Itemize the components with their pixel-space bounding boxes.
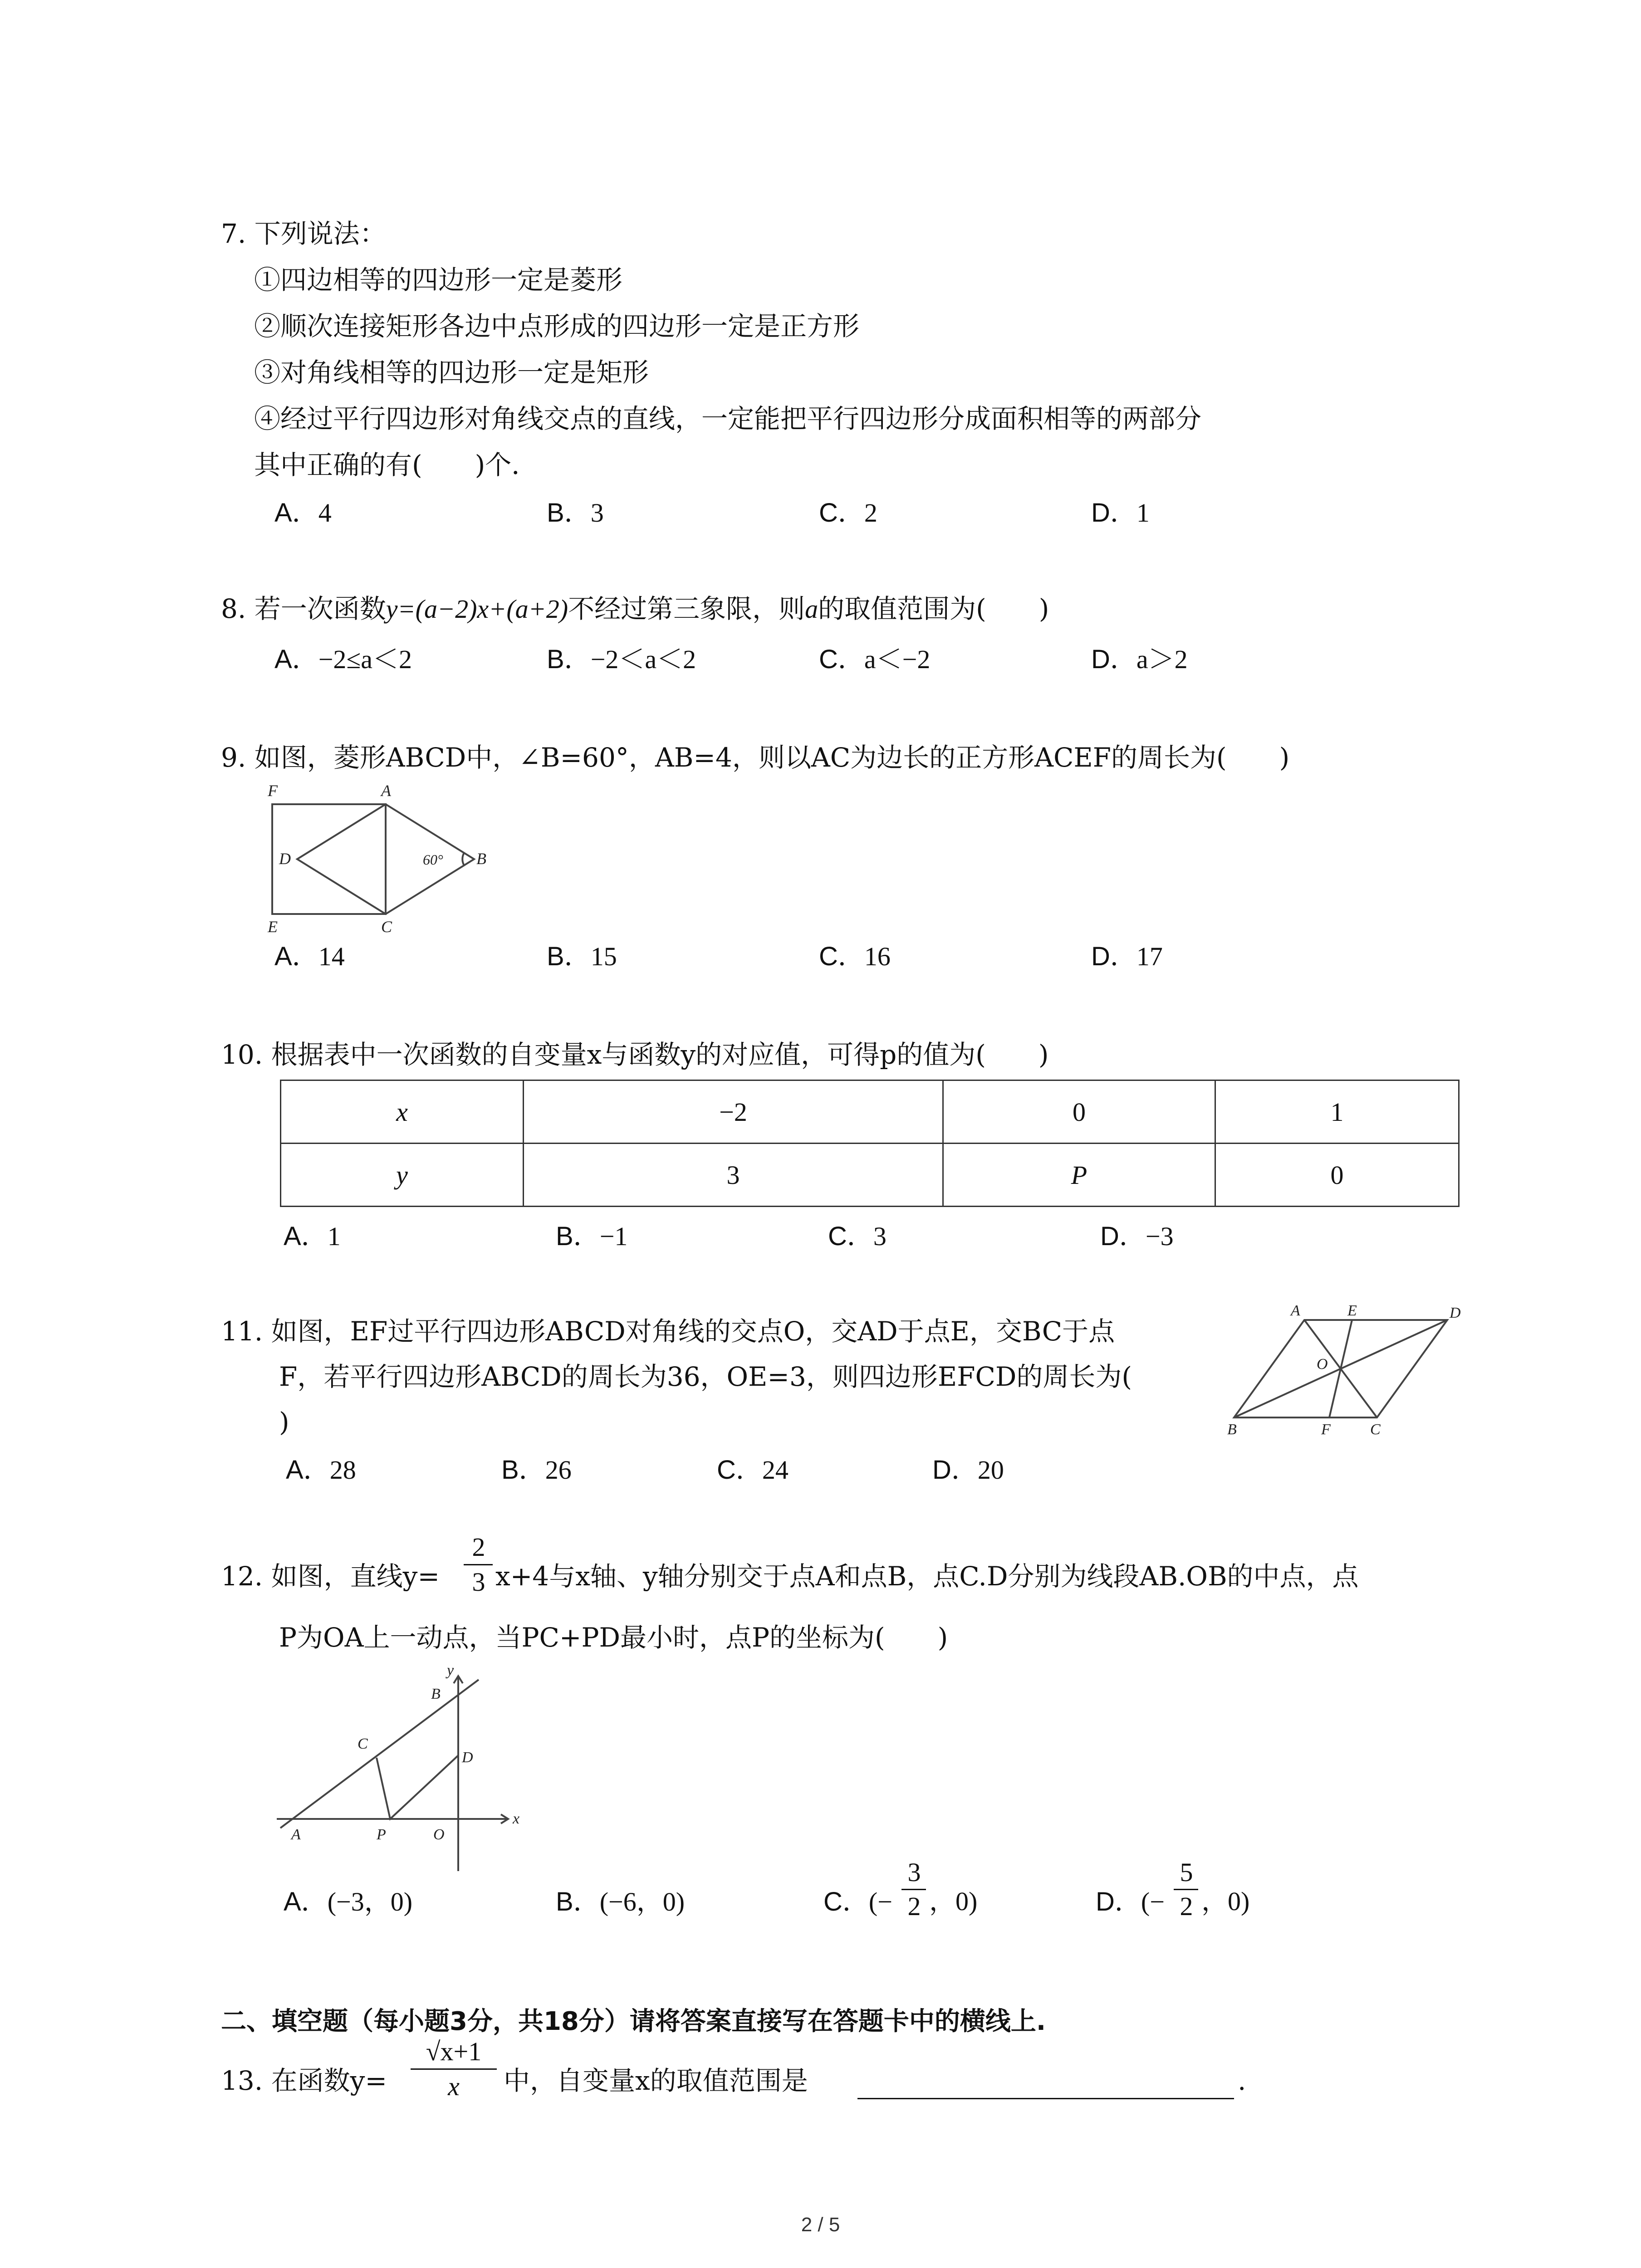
q11-line-2: F，若平行四边形ABCD的周长为36，OE=3，则四边形EFCD的周长为( [279,1361,1132,1392]
q9-label-c: C [381,918,392,936]
q10-stem: 10. 根据表中一次函数的自变量x与函数y的对应值，可得p的值为( ) [221,1039,1049,1070]
q13-frac-den: x [448,2072,460,2101]
q11-line-1: 11. 如图，EF过平行四边形ABCD对角线的交点O，交AD于点E，交BC于点 [221,1316,1115,1347]
table-row [281,1080,1459,1144]
table-row [281,1144,1459,1207]
table-cell: x [281,1080,524,1144]
q12-option-c: C．(− [823,1887,892,1916]
q7-option-a: A．4 [274,498,332,528]
q12-frac-num: 2 [472,1532,485,1562]
q9-label-b: B [476,850,486,868]
q11-option-b: B．26 [501,1455,572,1485]
q8-option-d: D．a＞2 [1091,645,1188,674]
table-cell: 3 [524,1144,943,1207]
q10-option-c: C．3 [828,1222,887,1251]
q12-option-b: B．(−6，0) [556,1887,685,1916]
q12-option-c-num: 3 [907,1857,921,1887]
q13-stem-pre: 13. 在函数y= [221,2065,387,2096]
q11-label-d: D [1450,1305,1461,1321]
q11-parallelogram-figure [1216,1302,1470,1447]
q13-frac-bar [411,2068,497,2070]
table-cell: 0 [943,1080,1215,1144]
q12-stem-post: x+4与x轴、y轴分别交于点A和点B，点C.D分别为线段AB.OB的中点，点 [495,1561,1359,1592]
table-cell: 1 [1215,1080,1459,1144]
q12-option-d-bar [1174,1889,1198,1890]
q12-option-c-post: ，0) [929,1887,978,1916]
page-number: 2 / 5 [801,2214,840,2236]
q13-end: . [1238,2065,1246,2096]
q12-option-d-den: 2 [1180,1892,1193,1921]
q12-frac-den: 3 [472,1567,485,1597]
q12-option-d-post: ，0) [1201,1887,1250,1916]
q11-label-c: C [1370,1421,1381,1438]
q7-item-2: ②顺次连接矩形各边中点形成的四边形一定是正方形 [254,311,860,342]
q12-label-x: x [513,1810,520,1827]
q9-option-a: A．14 [274,942,345,971]
q7-option-b: B．3 [547,498,604,528]
q12-label-y: y [447,1662,454,1679]
q9-option-d: D．17 [1091,942,1163,971]
q10-value-table [280,1080,1460,1207]
q8-option-a: A．−2≤a＜2 [274,645,412,674]
q11-label-e: E [1347,1302,1357,1319]
q12-option-a: A．(−3，0) [284,1887,413,1916]
q13-stem-post: 中，自变量x的取值范围是 [504,2065,808,2096]
table-cell: −2 [524,1080,943,1144]
q8-option-c: C．a＜−2 [819,645,931,674]
q12-coordinate-figure [268,1658,522,1876]
table-cell: P [943,1144,1215,1207]
q12-stem-pre: 12. 如图，直线y= [221,1561,440,1592]
q13-answer-blank[interactable] [857,2098,1234,2099]
q10-option-a: A．1 [284,1222,341,1251]
q11-line-ef [1329,1320,1352,1418]
q9-stem: 9. 如图，菱形ABCD中，∠B=60°，AB=4，则以AC为边长的正方形ACEF的周长为( ) [221,742,1290,773]
q12-frac-bar [464,1564,493,1565]
q12-label-c: C [358,1735,368,1752]
q11-label-b: B [1227,1421,1237,1438]
q7-tail: 其中正确的有( )个． [254,450,538,480]
q9-option-c: C．16 [819,942,891,971]
table-cell: y [281,1144,524,1207]
q10-option-b: B．−1 [556,1222,628,1251]
q12-path-cpd [377,1755,458,1819]
q7-item-1: ①四边相等的四边形一定是菱形 [254,264,623,295]
q10-option-d: D．−3 [1100,1222,1174,1251]
q12-label-p: P [377,1826,386,1843]
q9-label-d: D [279,850,291,868]
table-cell: 0 [1215,1144,1459,1207]
q9-angle-arc [462,853,464,865]
q12-option-c-bar [901,1889,926,1890]
q12-label-b: B [431,1686,441,1702]
section-2-heading: 二、填空题（每小题3分，共18分）请将答案直接写在答题卡中的横线上. [221,2007,1046,2036]
q11-option-a: A．28 [286,1455,356,1485]
q12-option-d: D．(− [1096,1887,1165,1916]
q7-option-d: D．1 [1091,498,1150,528]
q11-label-f: F [1321,1421,1331,1438]
q12-label-a: A [291,1826,301,1843]
q11-option-d: D．20 [932,1455,1004,1485]
q7-stem: 7. 下列说法： [221,218,386,249]
q12-stem-line-2: P为OA上一动点，当PC+PD最小时，点P的坐标为( ) [279,1622,948,1653]
q8-stem: 8. 若一次函数y=(a−2)x+(a+2)不经过第三象限，则a的取值范围为( ) [221,593,1049,624]
q9-label-e: E [268,918,278,936]
q11-line-3: ) [279,1407,289,1437]
q7-item-4: ④经过平行四边形对角线交点的直线，一定能把平行四边形分成面积相等的两部分 [254,403,1202,434]
q11-option-c: C．24 [717,1455,789,1485]
q7-item-3: ③对角线相等的四边形一定是矩形 [254,357,649,388]
q12-label-o: O [433,1826,445,1843]
q9-label-f: F [268,782,278,800]
q11-label-o: O [1317,1356,1328,1373]
q9-option-b: B．15 [547,942,617,971]
q7-option-c: C．2 [819,498,877,528]
q12-option-c-den: 2 [907,1892,921,1921]
q13-frac-num: √x+1 [426,2037,482,2066]
q12-option-d-num: 5 [1180,1857,1193,1887]
q11-label-a: A [1291,1302,1300,1319]
q12-line-ab [280,1680,479,1828]
q12-label-d: D [462,1749,473,1766]
q9-angle-label: 60° [423,851,443,868]
q9-rhombus-figure [254,773,508,937]
q9-label-a: A [381,782,391,800]
q8-option-b: B．−2＜a＜2 [547,645,696,674]
